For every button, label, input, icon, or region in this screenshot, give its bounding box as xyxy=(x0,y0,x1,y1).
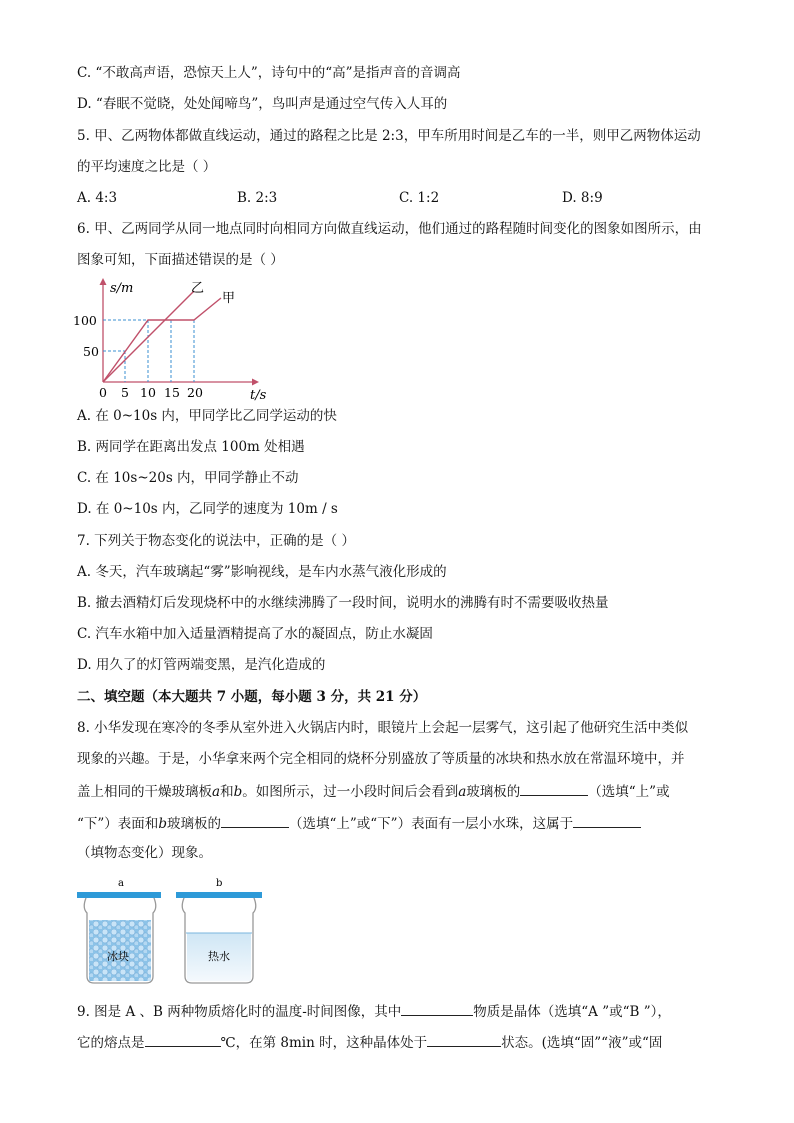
x-tick-20: 20 xyxy=(187,385,203,400)
section-heading-fill-in: 二、填空题（本大题共 7 小题，每小题 3 分，共 21 分） xyxy=(77,689,427,705)
q6-option-d: D. 在 0~10s 内，乙同学的速度为 10m / s xyxy=(77,501,338,517)
x-axis-arrow xyxy=(252,379,259,386)
guide-lines xyxy=(103,320,194,382)
q9-line2: 它的熔点是 ℃，在第 8min 时，这种晶体处于 状态。(选填“固”“液”或“固 xyxy=(77,1032,662,1052)
q6-option-c: C. 在 10s~20s 内，甲同学静止不动 xyxy=(77,470,299,486)
x-tick-10: 10 xyxy=(140,385,156,400)
q7-option-a: A. 冬天，汽车玻璃起“雾”影响视线，是车内水蒸气液化形成的 xyxy=(77,564,447,580)
x-axis-label: t/s xyxy=(250,388,267,403)
x-tick-15: 15 xyxy=(164,385,180,400)
q6-option-a: A. 在 0~10s 内，甲同学比乙同学运动的快 xyxy=(77,408,337,424)
q8-line2: 现象的兴趣。于是，小华拿来两个完全相同的烧杯分别盛放了等质量的冰块和热水放在常温环境中，并 xyxy=(77,751,685,767)
q8-line3: 盖上相同的干燥玻璃板a和b。如图所示，过一小段时间后会看到a玻璃板的 （选填“上”或 xyxy=(77,781,670,801)
q7-option-b: B. 撤去酒精灯后发现烧杯中的水继续沸腾了一段时间，说明水的沸腾有时不需要吸收热量 xyxy=(77,595,609,611)
q8-line4: “下”）表面和b玻璃板的 （选填“上”或“下”）表面有一层小水珠，这属于 xyxy=(77,813,641,833)
beakers-figure xyxy=(75,873,275,988)
q5-stem-line2: 的平均速度之比是（ ） xyxy=(77,159,217,175)
q8-blank-1[interactable] xyxy=(520,781,588,796)
q9-blank-3[interactable] xyxy=(427,1032,501,1047)
hot-water-label: 热水 xyxy=(208,950,230,963)
q6-stem-line2: 图象可知，下面描述错误的是（ ） xyxy=(77,252,284,268)
y-axis-label: s/m xyxy=(110,281,134,296)
q7-stem: 7. 下列关于物态变化的说法中，正确的是（ ） xyxy=(77,533,355,549)
y-axis-arrow xyxy=(100,278,107,285)
q6-option-b: B. 两同学在距离出发点 100m 处相遇 xyxy=(77,439,305,455)
q5-option-c: C. 1:2 xyxy=(399,190,440,206)
q7-option-d: D. 用久了的灯管两端变黑，是汽化造成的 xyxy=(77,657,326,673)
q6-stem-line1: 6. 甲、乙两同学从同一地点同时向相同方向做直线运动，他们通过的路程随时间变化的图象如图所示，由 xyxy=(77,221,702,237)
q4-option-c: C. “不敢高声语，恐惊天上人”，诗句中的“高”是指声音的音调高 xyxy=(77,65,461,81)
yi-label: 乙 xyxy=(191,281,205,296)
yi-line xyxy=(103,291,194,382)
q5-stem-line1: 5. 甲、乙两物体都做直线运动，通过的路程之比是 2:3，甲车所用时间是乙车的一半，则甲乙两物体运动 xyxy=(77,128,701,144)
q9-blank-2[interactable] xyxy=(145,1032,221,1047)
glass-plate-b xyxy=(176,892,262,898)
q7-option-c: C. 汽车水箱中加入适量酒精提高了水的凝固点，防止水凝固 xyxy=(77,626,433,642)
plate-b-label: b xyxy=(216,878,223,889)
jia-label: 甲 xyxy=(222,291,236,306)
q9-blank-1[interactable] xyxy=(401,1001,473,1016)
q5-option-b: B. 2:3 xyxy=(237,190,278,206)
glass-plate-a xyxy=(77,892,161,898)
jia-line xyxy=(103,298,221,382)
y-tick-100: 100 xyxy=(73,313,97,328)
q8-line1: 8. 小华发现在寒冷的冬季从室外进入火锅店内时，眼镜片上会起一层雾气，这引起了他研究生活中类似 xyxy=(77,720,689,736)
x-tick-5: 5 xyxy=(121,385,129,400)
q8-blank-2[interactable] xyxy=(221,813,289,828)
q4-option-d: D. “春眠不觉晓，处处闻啼鸟”，鸟叫声是通过空气传入人耳的 xyxy=(77,96,448,112)
plate-a-label: a xyxy=(118,878,124,889)
ice-label: 冰块 xyxy=(107,950,129,963)
y-tick-50: 50 xyxy=(83,344,99,359)
q8-blank-3[interactable] xyxy=(573,813,641,828)
distance-time-graph xyxy=(70,275,270,405)
q8-line5: （填物态变化）现象。 xyxy=(77,845,212,861)
q5-option-d: D. 8:9 xyxy=(562,190,603,206)
x-tick-0: 0 xyxy=(99,385,107,400)
q5-option-a: A. 4:3 xyxy=(77,190,118,206)
q9-line1: 9. 图是 A 、B 两种物质熔化时的温度-时间图像，其中 物质是晶体（选填“A ”或“B ”）， xyxy=(77,1001,671,1021)
